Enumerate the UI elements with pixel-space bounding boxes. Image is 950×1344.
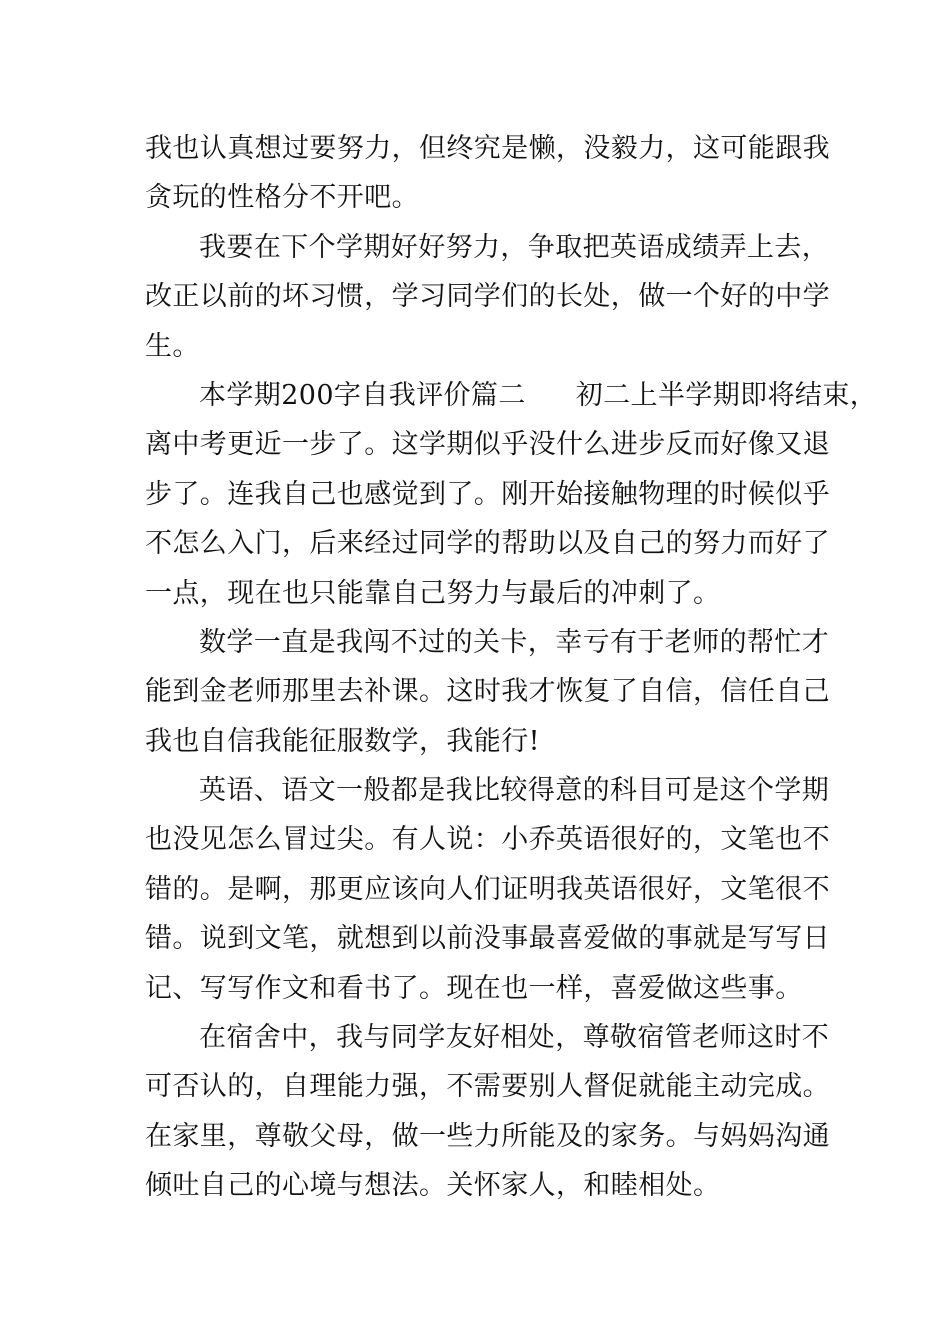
text-line: 我也自信我能征服数学，我能行! [145,725,540,757]
text-line: 在宿舍中，我与同学友好相处，尊敬宿管老师这时不 [199,1022,830,1054]
text-line: 不怎么入门，后来经过同学的帮助以及自己的努力而好了 [145,528,830,560]
text-line: 一点，现在也只能靠自己努力与最后的冲刺了。 [145,577,721,609]
text-line: 错。说到文笔，就想到以前没事最喜爱做的事就是写写日 [145,923,830,955]
text-line: 错的。是啊，那更应该向人们证明我英语很好，文笔很不 [145,873,830,905]
heading-line-text: 初二上半学期即将结束， [575,379,878,411]
text-line: 数学一直是我闯不过的关卡，幸亏有于老师的帮忙才 [199,626,830,658]
text-line: 在家里，尊敬父母，做一些力所能及的家务。与妈妈沟通 [145,1120,830,1152]
text-line: 能到金老师那里去补课。这时我才恢复了自信，信任自己 [145,676,830,708]
text-line: 我也认真想过要努力，但终究是懒，没毅力，这可能跟我 [145,133,830,164]
text-line: 贪玩的性格分不开吧。 [145,182,419,214]
section-heading: 本学期200字自我评价篇二 [199,379,526,411]
text-line: 生。 [145,330,200,362]
text-line: 英语、语文一般都是我比较得意的科目可是这个学期 [199,775,830,807]
text-line: 我要在下个学期好好努力，争取把英语成绩弄上去， [199,231,830,263]
text-line: 记、写写作文和看书了。现在也一样，喜爱做这些事。 [145,972,803,1004]
text-line: 改正以前的坏习惯，学习同学们的长处，做一个好的中学 [145,281,830,313]
body-text [145,124,878,1211]
text-line: 离中考更近一步了。这学期似乎没什么进步反而好像又退 [145,429,830,461]
text-line: 步了。连我自己也感觉到了。刚开始接触物理的时候似乎 [145,478,830,510]
text-line [145,371,878,420]
text-line: 也没见怎么冒过尖。有人说：小乔英语很好的，文笔也不 [145,824,830,856]
text-line: 可否认的，自理能力强，不需要别人督促就能主动完成。 [145,1071,830,1103]
text-line: 倾吐自己的心境与想法。关怀家人，和睦相处。 [145,1170,721,1202]
